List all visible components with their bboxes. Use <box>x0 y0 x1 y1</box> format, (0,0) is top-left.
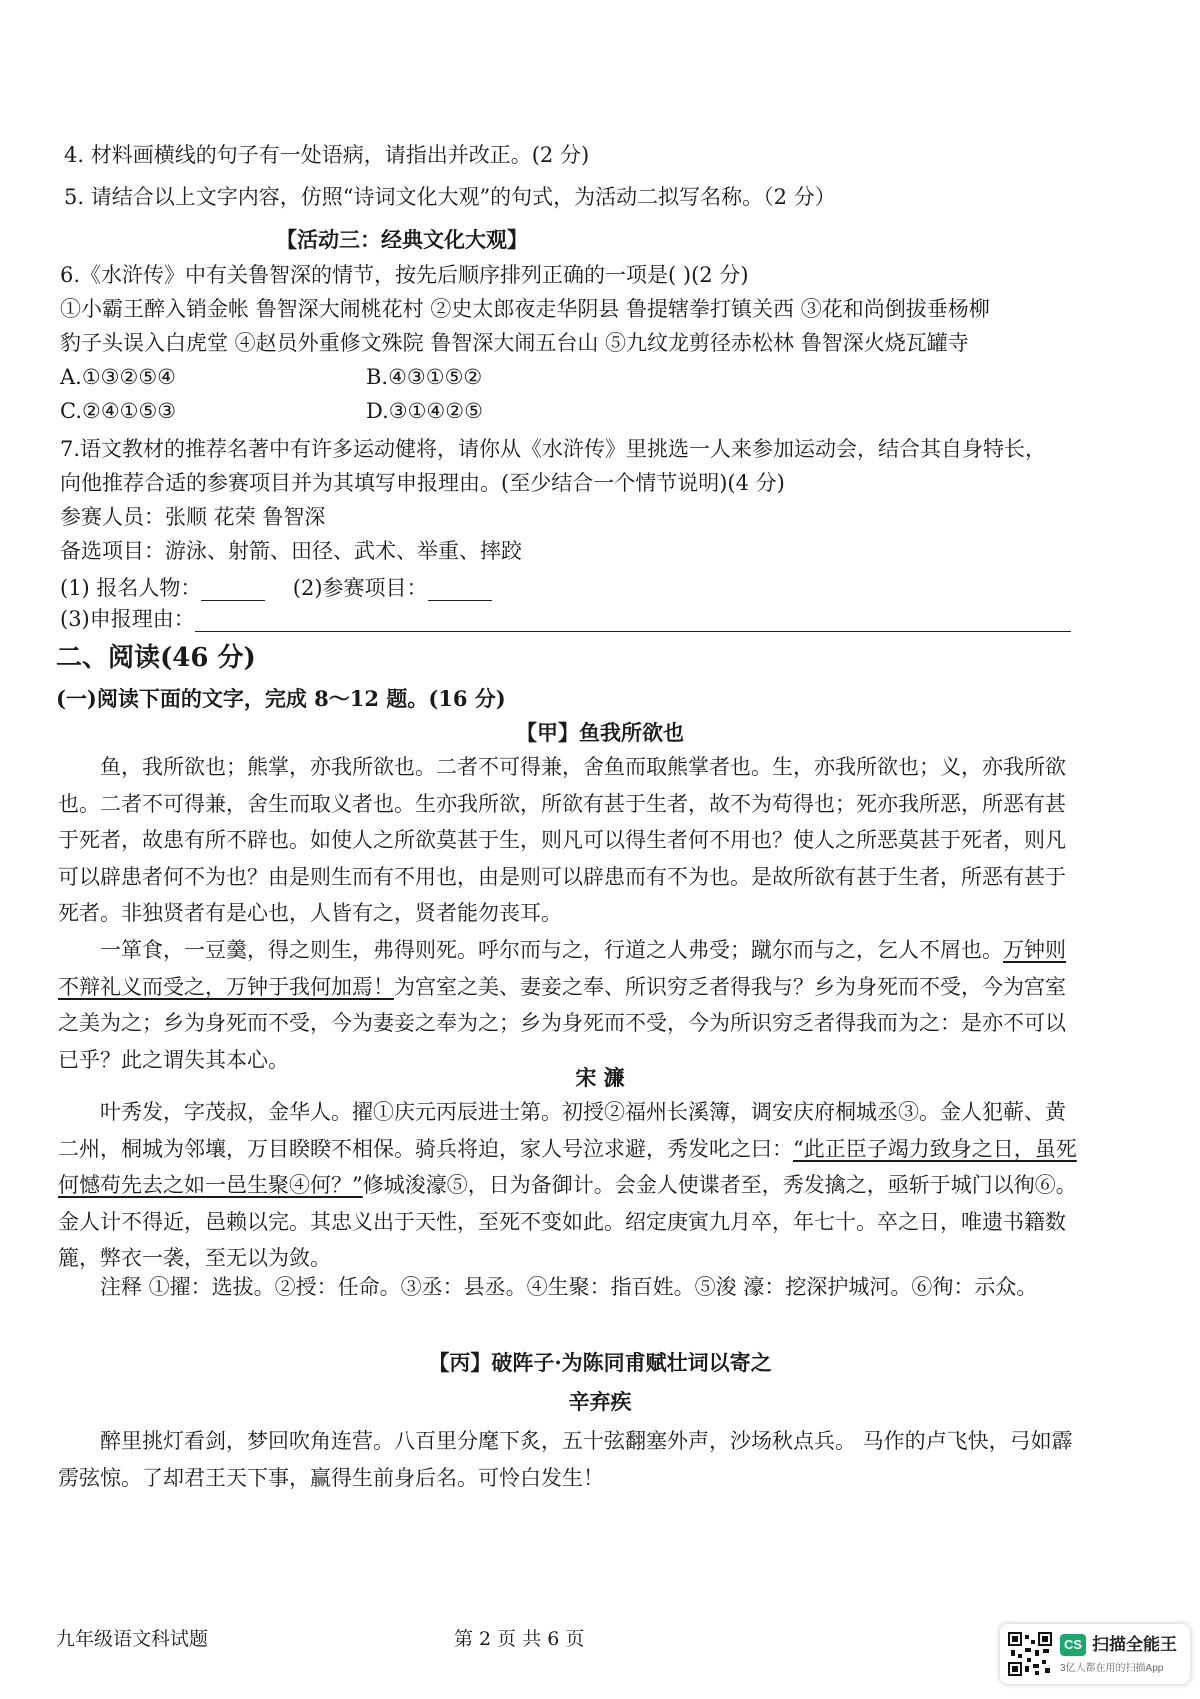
question-6-stem: 6.《水浒传》中有关鲁智深的情节，按先后顺序排列正确的一项是( )(2 分) <box>60 263 749 287</box>
text-jia-title: 【甲】鱼我所欲也 <box>516 720 684 745</box>
question-5: 5. 请结合以上文字内容，仿照“诗词文化大观”的句式，为活动二拟写名称。（2 分） <box>64 185 836 209</box>
participants: 参赛人员：张顺 花荣 鲁智深 <box>60 505 326 529</box>
yi-para-start: 叶秀发，字茂叔，金华人。擢①庆元丙辰进士第。初授②福州长溪簿，调安庆府桐城丞③。金人犯蕲、黄二州，桐城为邻壤，万目睽睽不相保。骑兵将迫，家人号泣求避，秀发叱之曰： <box>58 1100 1066 1161</box>
camscanner-logo: CS <box>1060 1634 1086 1656</box>
option-d: D.③①④②⑤ <box>366 399 483 423</box>
text-bing-author: 辛弃疾 <box>568 1389 632 1414</box>
text-yi-notes: 注释 ①擢：选拔。②授：任命。③丞：县丞。④生聚：指百姓。⑤浚 濠：挖深护城河。⑥徇：示众。 <box>100 1275 1038 1299</box>
scanner-tagline: 3亿人都在用的扫描App <box>1060 1663 1164 1674</box>
reason-blank[interactable] <box>195 609 1071 632</box>
option-b: B.④③①⑤② <box>366 365 483 389</box>
scanner-watermark <box>1000 1624 1190 1684</box>
section-2-heading: 二、阅读(46 分) <box>56 643 256 673</box>
text-yi-para <box>58 1094 1086 1277</box>
question-4: 4. 材料画横线的句子有一处语病，请指出并改正。(2 分) <box>64 143 590 167</box>
text-bing-poem: 醉里挑灯看剑，梦回吹角连营。八百里分麾下炙，五十弦翻塞外声，沙场秋点兵。 马作的卢飞快，弓如霹雳弦惊。了却君王天下事，赢得生前身后名。可怜白发生！ <box>58 1429 1073 1490</box>
text-bing-title: 【丙】破阵子·为陈同甫赋壮词以寄之 <box>428 1350 772 1375</box>
text-jia-para-2 <box>58 932 1086 1078</box>
answer-row-2 <box>60 604 1071 634</box>
answer-row-1 <box>60 573 492 603</box>
scanner-app-name: 扫描全能王 <box>1092 1635 1177 1654</box>
question-7-line-1: 7.语文教材的推荐名著中有许多运动健将，请你从《水浒传》里挑选一人来参加运动会，结合其自身特长， <box>60 437 1047 461</box>
activity-3-heading: 【活动三：经典文化大观】 <box>276 227 528 252</box>
question-6-items-1: ①小霸王醉入销金帐 鲁智深大闹桃花村 ②史太郎夜走华阴县 鲁提辖拳打镇关西 ③花和尚倒拔垂杨柳 <box>60 297 990 321</box>
name-blank[interactable] <box>201 578 265 601</box>
part-1-instruction: (一)阅读下面的文字，完成 8～12 题。(16 分) <box>56 686 506 711</box>
events: 备选项目：游泳、射箭、田径、武术、举重、摔跤 <box>60 539 522 563</box>
footer-subject: 九年级语文科试题 <box>56 1628 209 1650</box>
text-yi-author: 宋 濂 <box>575 1065 625 1090</box>
jia-underlined-sentence: 万钟则不辩礼义而受之，万钟于我何加焉！ <box>58 938 1066 999</box>
event-blank[interactable] <box>428 578 492 601</box>
question-6-items-2: 豹子头误入白虎堂 ④赵员外重修文殊院 鲁智深大闹五台山 ⑤九纹龙剪径赤松林 鲁智深火烧瓦罐寺 <box>60 331 969 355</box>
text-jia-para-1: 鱼，我所欲也；熊掌，亦我所欲也。二者不可得兼，舍鱼而取熊掌者也。生，亦我所欲也；义，亦我所欲也。二者不可得兼，舍生而取义者也。生亦我所欲，所欲有甚于生者，故不为苟得也；死亦我所恶，所恶有甚于死者，故患有所不辟也。如使人之所欲莫甚于生，则凡可以得生者何不用也？使人之所恶莫甚于死者，则凡可以辟患者何不为也？由是则生而有不用也，由是则可以辟患而有不为也。是故所欲有甚于生者，所恶有甚于死者。非独贤者有是心也，人皆有之，贤者能勿丧耳。 <box>58 755 1066 925</box>
yi-underlined-sentence: “此正臣子竭力致身之日，虽死何憾苟先去之如一邑生聚④何？” <box>58 1136 1077 1197</box>
jia-para-2-end: 为宫室之美、妻妾之奉、所识穷乏者得我与？乡为身死而不受，今为宫室之美为之；乡为身死而不受，今为妻妾之奉为之；乡为身死而不受，今为所识穷乏者得我而为之：是亦不可以已乎？此之谓失其本心。 <box>58 974 1066 1072</box>
blank-1-label: (1) 报名人物： <box>60 576 202 600</box>
footer-page-number: 第 2 页 共 6 页 <box>454 1628 585 1650</box>
blank-2-label: (2)参赛项目： <box>292 576 428 600</box>
yi-para-end: 修城浚濠⑤，日为备御计。会金人使谍者至，秀发擒之，亟斩于城门以徇⑥。金人计不得近，邑赖以完。其忠义出于天性，至死不变如此。绍定庚寅九月卒，年七十。卒之日，唯遗书籍数簏，弊衣一袭，至无以为敛。 <box>58 1173 1077 1270</box>
option-c: C.②④①⑤③ <box>60 399 177 423</box>
jia-para-2-start: 一箪食，一豆羹，得之则生，弗得则死。呼尔而与之，行道之人弗受；蹴尔而与之，乞人不屑也。 <box>100 938 1003 962</box>
blank-3-label: (3)申报理由： <box>60 607 195 631</box>
qr-code-icon <box>1008 1632 1052 1676</box>
option-a: A.①③②⑤④ <box>60 365 176 389</box>
question-7-line-2: 向他推荐合适的参赛项目并为其填写申报理由。(至少结合一个情节说明)(4 分) <box>60 471 785 495</box>
